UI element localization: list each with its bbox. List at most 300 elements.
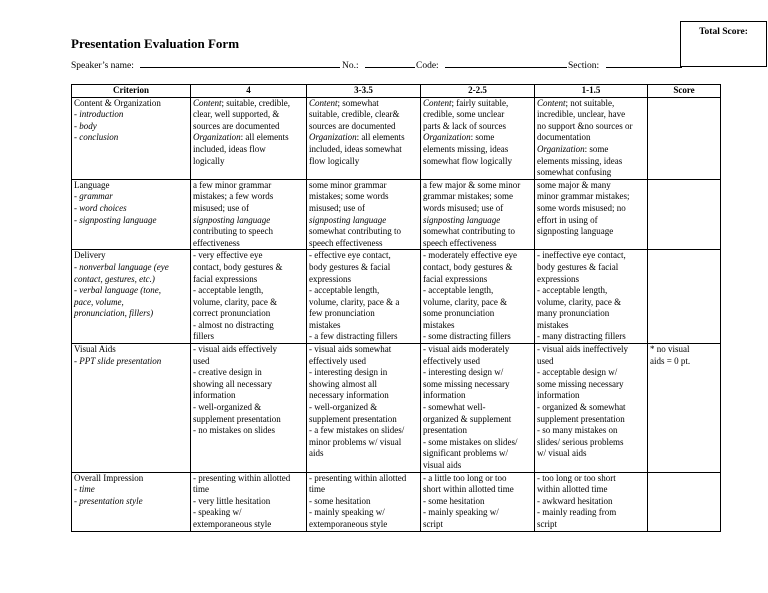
descriptor-text: a few major & some minor [423, 179, 521, 190]
descriptor-line [193, 308, 304, 320]
descriptor-text: - acceptable length, [193, 285, 264, 296]
descriptor-text: some missing necessary [423, 378, 510, 389]
descriptor-text: extemporaneous style [193, 518, 272, 529]
descriptor-text: - visual aids moderately [423, 344, 510, 355]
descriptor-line [423, 274, 532, 286]
descriptor-text: - acceptable length, [537, 285, 608, 296]
descriptor-text: some minor grammar [309, 179, 387, 190]
descriptor-text: : all elements [240, 132, 289, 143]
level-cell [307, 97, 421, 179]
descriptor-line [537, 390, 645, 402]
descriptor-text: mistakes [537, 319, 569, 330]
rubric-row [72, 472, 721, 531]
descriptor-line [423, 262, 532, 274]
descriptor-text: - mainly speaking w/ [423, 507, 499, 518]
descriptor-text: - mainly speaking w/ [309, 507, 385, 518]
descriptor-text: body gestures & facial [537, 261, 619, 272]
descriptor-line [423, 285, 532, 297]
descriptor-text: words misused; use of [423, 202, 504, 213]
criterion-title: Overall Impression [74, 472, 144, 483]
descriptor-text: body gestures & facial [309, 261, 391, 272]
descriptor-text: effectively used [309, 355, 367, 366]
score-note: aids = 0 pt. [650, 355, 691, 366]
descriptor-text: volume, clarity, pace & [193, 296, 278, 307]
descriptor-text: extemporaneous style [309, 518, 388, 529]
descriptor-line [423, 367, 532, 379]
level-cell [191, 250, 307, 344]
descriptor-text: - visual aids somewhat [309, 344, 392, 355]
criterion-subitem: pace, volume, [74, 296, 124, 307]
descriptor-text: information [193, 390, 236, 401]
descriptor-text: contributing to speech [193, 226, 273, 237]
descriptor-text: script [423, 518, 443, 529]
descriptor-line [309, 356, 418, 368]
descriptor-line [309, 484, 418, 496]
descriptor-line [537, 226, 645, 238]
descriptor-line [537, 308, 645, 320]
descriptor-line [537, 437, 645, 449]
criterion-subitem: - word choices [74, 202, 127, 213]
descriptor-text: time [193, 484, 209, 495]
descriptor-line [537, 356, 645, 368]
descriptor-text: Content [309, 97, 338, 108]
descriptor-line [423, 448, 532, 460]
descriptor-line [309, 121, 418, 133]
criterion-cell [72, 472, 191, 531]
descriptor-text: - effective eye contact, [309, 250, 391, 261]
descriptor-line [537, 320, 645, 332]
descriptor-text: volume, clarity, pace & [537, 296, 622, 307]
level-cell [191, 97, 307, 179]
descriptor-text: : all elements [356, 132, 405, 143]
descriptor-text: - acceptable design w/ [537, 367, 618, 378]
descriptor-line [537, 473, 645, 485]
descriptor-line [309, 262, 418, 274]
descriptor-text: - some mistakes on slides/ [423, 436, 518, 447]
descriptor-text: somewhat flow logically [423, 155, 512, 166]
no-row [342, 59, 415, 71]
descriptor-line [309, 402, 418, 414]
descriptor-text: - well-organized & [309, 402, 378, 413]
level-cell [535, 344, 648, 473]
criterion-subitem: - PPT slide presentation [74, 355, 162, 366]
header-level-3: 3-3.5 [307, 85, 421, 98]
descriptor-line [423, 121, 532, 133]
descriptor-line [537, 203, 645, 215]
descriptor-line [193, 121, 304, 133]
descriptor-line [193, 331, 304, 343]
descriptor-text: - organized & somewhat [537, 402, 626, 413]
descriptor-text: minor grammar mistakes; [537, 191, 630, 202]
descriptor-text: some missing necessary [537, 378, 624, 389]
level-cell [421, 344, 535, 473]
descriptor-line [193, 144, 304, 156]
descriptor-line [537, 144, 645, 156]
descriptor-line [537, 132, 645, 144]
descriptor-line [193, 356, 304, 368]
descriptor-line [309, 437, 418, 449]
descriptor-line [193, 367, 304, 379]
descriptor-text: included, ideas somewhat [309, 143, 402, 154]
descriptor-line [193, 414, 304, 426]
descriptor-text: - awkward hesitation [537, 495, 613, 506]
descriptor-line [423, 356, 532, 368]
level-cell [535, 97, 648, 179]
descriptor-text: credible, some unclear [423, 109, 505, 120]
descriptor-line [423, 156, 532, 168]
descriptor-text: signposting language [423, 214, 501, 225]
descriptor-text: flow logically [309, 155, 360, 166]
criterion-subitem: - verbal language (tone, [74, 285, 161, 296]
descriptor-line [309, 285, 418, 297]
criterion-cell [72, 97, 191, 179]
descriptor-line [193, 507, 304, 519]
descriptor-text: elements missing, ideas [537, 155, 623, 166]
descriptor-text: - some hesitation [423, 495, 485, 506]
descriptor-line [537, 425, 645, 437]
descriptor-line [423, 180, 532, 192]
descriptor-text: facial expressions [193, 273, 258, 284]
descriptor-line [193, 285, 304, 297]
descriptor-text: short within allotted time [423, 484, 514, 495]
descriptor-line [423, 144, 532, 156]
descriptor-line [309, 425, 418, 437]
level-cell [191, 179, 307, 250]
descriptor-text: : some [470, 132, 495, 143]
descriptor-line [309, 414, 418, 426]
descriptor-text: - well-organized & [193, 402, 262, 413]
descriptor-text: - very effective eye [193, 250, 263, 261]
descriptor-line [537, 519, 645, 531]
descriptor-line [537, 344, 645, 356]
code-field[interactable] [445, 59, 567, 68]
descriptor-text: showing almost all [309, 378, 377, 389]
criterion-title: Content & Organization [74, 97, 161, 108]
descriptor-line [423, 496, 532, 508]
descriptor-text: - creative design in [193, 367, 262, 378]
descriptor-text: : some [584, 143, 609, 154]
descriptor-line [309, 156, 418, 168]
descriptor-text: - a few mistakes on slides/ [309, 425, 405, 436]
descriptor-text: - very little hesitation [193, 495, 271, 506]
descriptor-text: - interesting design in [309, 367, 388, 378]
descriptor-line [537, 274, 645, 286]
no-label: No.: [342, 61, 359, 71]
rubric-row [72, 179, 721, 250]
score-cell[interactable] [648, 344, 721, 473]
descriptor-line [423, 460, 532, 472]
descriptor-line [193, 320, 304, 332]
descriptor-line [423, 379, 532, 391]
descriptor-text: - so many mistakes on [537, 425, 618, 436]
header-criterion: Criterion [72, 85, 191, 98]
score-cell[interactable] [648, 472, 721, 531]
descriptor-text: - a few distracting fillers [309, 331, 398, 342]
level-cell [421, 97, 535, 179]
descriptor-line [193, 215, 304, 227]
level-cell [307, 179, 421, 250]
descriptor-text: documentation [537, 132, 591, 143]
descriptor-line [537, 98, 645, 110]
descriptor-text: supplement presentation [193, 413, 281, 424]
descriptor-line [423, 484, 532, 496]
descriptor-line [193, 484, 304, 496]
descriptor-line [193, 473, 304, 485]
descriptor-text: Content [423, 97, 452, 108]
descriptor-line [423, 215, 532, 227]
rubric-row [72, 250, 721, 344]
descriptor-text: correct pronunciation [193, 308, 271, 319]
descriptor-text: - speaking w/ [193, 507, 242, 518]
score-cell[interactable] [648, 97, 721, 179]
descriptor-line [423, 344, 532, 356]
descriptor-text: sources are documented [309, 120, 396, 131]
descriptor-text: information [537, 390, 580, 401]
descriptor-text: sources are documented [193, 120, 280, 131]
descriptor-line [309, 367, 418, 379]
total-score-label: Total Score: [699, 27, 748, 37]
criterion-subitem: - signposting language [74, 214, 157, 225]
descriptor-line [309, 519, 418, 531]
descriptor-line [537, 215, 645, 227]
descriptor-text: ; not suitable, [565, 97, 615, 108]
descriptor-line [537, 496, 645, 508]
descriptor-text: used [193, 355, 210, 366]
descriptor-line [193, 98, 304, 110]
descriptor-line [423, 308, 532, 320]
criterion-subitem: pronunciation, fillers) [74, 308, 154, 319]
header-level-4: 4 [191, 85, 307, 98]
descriptor-text: w/ visual aids [537, 448, 587, 459]
descriptor-text: some words misused; no [537, 202, 626, 213]
header-level-2: 2-2.5 [421, 85, 535, 98]
descriptor-text: - almost no distracting [193, 319, 274, 330]
total-score-field[interactable] [690, 66, 742, 67]
descriptor-text: - visual aids effectively [193, 344, 278, 355]
descriptor-line [537, 484, 645, 496]
descriptor-line [193, 203, 304, 215]
descriptor-text: ; suitable, credible, [221, 97, 290, 108]
descriptor-line [537, 250, 645, 262]
descriptor-line [423, 437, 532, 449]
descriptor-line [193, 191, 304, 203]
descriptor-line [423, 390, 532, 402]
level-cell [421, 472, 535, 531]
descriptor-text: supplement presentation [537, 413, 625, 424]
descriptor-text: suitable, credible, clear& [309, 109, 400, 120]
descriptor-line [423, 297, 532, 309]
descriptor-text: effectively used [423, 355, 481, 366]
descriptor-line [537, 167, 645, 179]
descriptor-text: Organization [193, 132, 241, 143]
descriptor-text: Organization [309, 132, 357, 143]
descriptor-line [309, 203, 418, 215]
descriptor-text: expressions [309, 273, 351, 284]
descriptor-text: organized & supplement [423, 413, 512, 424]
descriptor-text: mistakes [423, 319, 455, 330]
criterion-subitem: contact, gestures, etc.) [74, 273, 155, 284]
descriptor-text: information [423, 390, 466, 401]
descriptor-text: supplement presentation [309, 413, 397, 424]
header-level-1: 1-1.5 [535, 85, 648, 98]
criterion-subitem: - body [74, 120, 97, 131]
descriptor-text: fillers [193, 331, 214, 342]
descriptor-line [537, 285, 645, 297]
descriptor-line [537, 297, 645, 309]
descriptor-line [423, 473, 532, 485]
criterion-title: Language [74, 179, 110, 190]
descriptor-line [193, 156, 304, 168]
descriptor-text: logically [193, 155, 225, 166]
score-cell[interactable] [648, 250, 721, 344]
descriptor-line [423, 132, 532, 144]
criterion-subitem: - grammar [74, 191, 113, 202]
score-cell[interactable] [648, 179, 721, 250]
speaker-name-label: Speaker’s name: [71, 61, 134, 71]
descriptor-text: few pronunciation [309, 308, 375, 319]
rubric-row [72, 97, 721, 179]
criterion-subitem: - presentation style [74, 495, 143, 506]
criterion-cell [72, 250, 191, 344]
section-row [568, 59, 682, 71]
criterion-subitem: - nonverbal language (eye [74, 261, 169, 272]
descriptor-text: misused; use of [309, 202, 365, 213]
descriptor-line [423, 331, 532, 343]
descriptor-text: - somewhat well- [423, 402, 486, 413]
descriptor-text: a few minor grammar [193, 179, 272, 190]
descriptor-line [309, 109, 418, 121]
score-note: * no visual [650, 344, 690, 355]
section-field[interactable] [606, 59, 682, 68]
descriptor-text: somewhat confusing [537, 167, 612, 178]
descriptor-line [193, 132, 304, 144]
descriptor-text: Organization [537, 143, 585, 154]
descriptor-text: significant problems w/ [423, 448, 508, 459]
descriptor-line [193, 180, 304, 192]
level-cell [307, 472, 421, 531]
descriptor-line [309, 238, 418, 250]
descriptor-text: Content [193, 97, 222, 108]
criterion-title: Visual Aids [74, 344, 116, 355]
descriptor-text: mistakes [309, 319, 341, 330]
descriptor-line [309, 250, 418, 262]
descriptor-text: mistakes; a few words [193, 191, 274, 202]
descriptor-line [193, 262, 304, 274]
descriptor-text: - presenting within allotted [309, 472, 407, 483]
code-row [416, 59, 567, 71]
descriptor-text: facial expressions [423, 273, 488, 284]
descriptor-text: - no mistakes on slides [193, 425, 275, 436]
descriptor-text: speech effectiveness [309, 237, 383, 248]
descriptor-line [309, 98, 418, 110]
level-cell [535, 472, 648, 531]
descriptor-text: - some hesitation [309, 495, 371, 506]
descriptor-text: signposting language [537, 226, 614, 237]
header-row [72, 85, 721, 98]
descriptor-line [309, 448, 418, 460]
descriptor-line [537, 402, 645, 414]
descriptor-text: incredible, unclear, have [537, 109, 626, 120]
criterion-subitem: - conclusion [74, 132, 119, 143]
section-label: Section: [568, 61, 600, 71]
descriptor-line [193, 109, 304, 121]
descriptor-text: - ineffective eye contact, [537, 250, 626, 261]
descriptor-line [193, 390, 304, 402]
descriptor-text: - visual aids ineffectively [537, 344, 629, 355]
descriptor-text: volume, clarity, pace & [423, 296, 508, 307]
descriptor-line [423, 519, 532, 531]
descriptor-line [309, 180, 418, 192]
total-score-box [680, 21, 767, 67]
descriptor-line [423, 414, 532, 426]
descriptor-line [193, 344, 304, 356]
level-cell [535, 179, 648, 250]
descriptor-text: used [537, 355, 554, 366]
descriptor-text: signposting language [309, 214, 387, 225]
descriptor-text: some pronunciation [423, 308, 495, 319]
descriptor-text: presentation [423, 425, 467, 436]
descriptor-line [537, 507, 645, 519]
header-score: Score [648, 85, 721, 98]
descriptor-line [537, 379, 645, 391]
criterion-subitem: - time [74, 484, 95, 495]
descriptor-line [309, 390, 418, 402]
descriptor-line [423, 98, 532, 110]
descriptor-line [309, 320, 418, 332]
descriptor-line [423, 238, 532, 250]
descriptor-text: - acceptable length, [309, 285, 380, 296]
descriptor-line [537, 191, 645, 203]
descriptor-line [309, 297, 418, 309]
descriptor-line [309, 379, 418, 391]
descriptor-text: signposting language [193, 214, 271, 225]
descriptor-text: no support &no sources or [537, 120, 633, 131]
descriptor-text: elements missing, ideas [423, 143, 509, 154]
descriptor-line [423, 320, 532, 332]
speaker-name-field[interactable] [140, 59, 340, 68]
descriptor-line [193, 379, 304, 391]
descriptor-line [309, 226, 418, 238]
descriptor-line [537, 414, 645, 426]
descriptor-line [193, 226, 304, 238]
criterion-cell [72, 344, 191, 473]
descriptor-line [537, 331, 645, 343]
descriptor-line [537, 156, 645, 168]
descriptor-line [193, 297, 304, 309]
descriptor-line [423, 203, 532, 215]
descriptor-line [537, 262, 645, 274]
descriptor-line [423, 226, 532, 238]
descriptor-line [193, 274, 304, 286]
descriptor-text: Content [537, 97, 566, 108]
descriptor-text: - too long or too short [537, 472, 616, 483]
descriptor-line [309, 274, 418, 286]
descriptor-text: Organization [423, 132, 471, 143]
form-title: Presentation Evaluation Form [71, 36, 240, 51]
level-cell [421, 250, 535, 344]
descriptor-line [193, 519, 304, 531]
descriptor-text: necessary information [309, 390, 389, 401]
descriptor-text: minor problems w/ visual [309, 436, 402, 447]
level-cell [535, 250, 648, 344]
descriptor-line [423, 191, 532, 203]
no-field[interactable] [365, 59, 415, 68]
descriptor-text: - interesting design w/ [423, 367, 504, 378]
descriptor-text: - moderately effective eye [423, 250, 518, 261]
descriptor-line [309, 507, 418, 519]
descriptor-line [537, 109, 645, 121]
descriptor-text: many pronunciation [537, 308, 610, 319]
